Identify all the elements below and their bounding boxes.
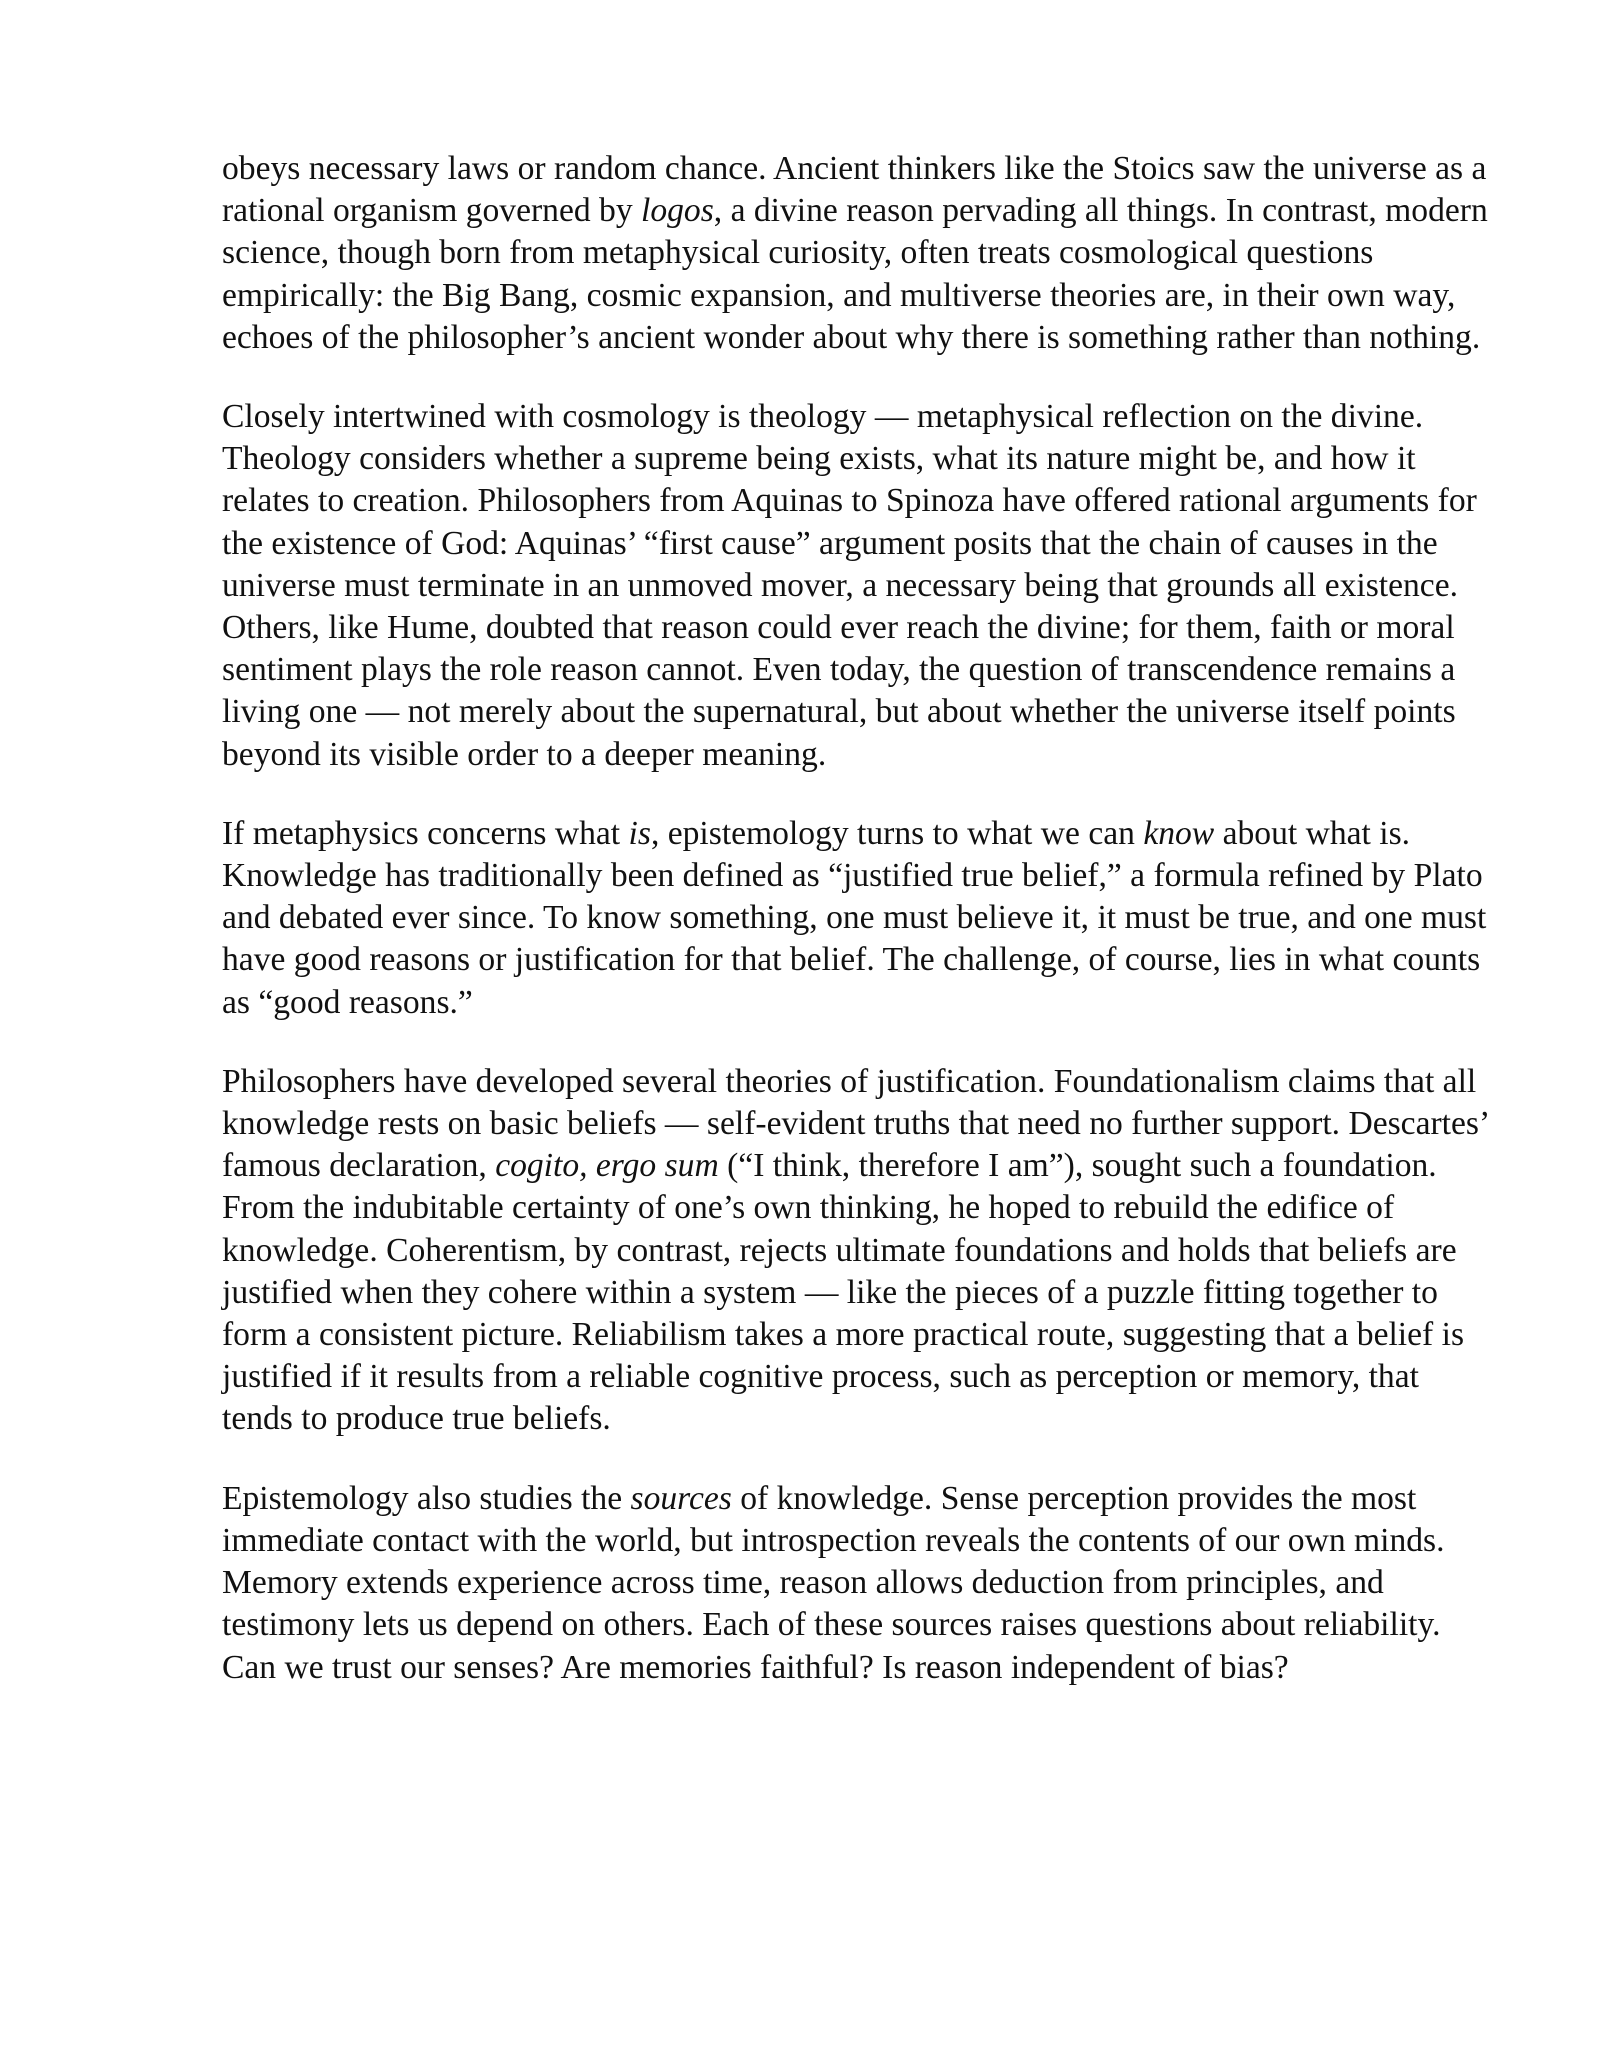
- text-run: obeys necessary laws or random chance. Ancient thinkers like the Stoics saw the universe as a rational organism governed by: [222, 150, 1487, 230]
- text-run: of knowledge. Sense perception provides the most immediate contact with the world, but introspection reveals the contents of our own minds. Memory extends experience across time, reason allows deduction from principles, and testimony lets us depend on others. Each of these sources raises questions about reliability. Can we trust our senses? Are memories faithful? Is reason independent of bias?: [222, 1479, 1445, 1686]
- text-run: Closely intertwined with cosmology is theology — metaphysical reflection on the divine. Theology considers whether a supreme being exists, what its nature might be, and how it relates to creation. Philosophers from Aquinas to Spinoza have offered rational arguments for the existence of God: Aquinas’ “first cause” argument posits that the chain of causes in the universe must terminate in an unmoved mover, a necessary being that grounds all existence. Others, like Hume, doubted that reason could ever reach the divine; for them, faith or moral sentiment plays the role reason cannot. Even today, the question of transcendence remains a living one — not merely about the supernatural, but about whether the universe itself points beyond its visible order to a deeper meaning.: [222, 398, 1477, 773]
- text-run: , epistemology turns to what we can: [650, 814, 1144, 852]
- text-run: about what is. Knowledge has traditionally been defined as “justified true belief,” a formula refined by Plato and debated ever since. To know something, one must believe it, it must be true, and one must have good reasons or justification for that belief. The challenge, of course, lies in what counts as “good reasons.”: [222, 814, 1487, 1021]
- text-run: Epistemology also studies the: [222, 1479, 631, 1517]
- text-run: , a divine reason pervading all things. In contrast, modern science, though born from metaphysical curiosity, often treats cosmological questions empirically: the Big Bang, cosmic expansion, and multiverse theories are, in their own way, echoes of the philosopher’s ancient wonder about why there is something rather than nothing.: [222, 192, 1488, 356]
- italic-term: logos: [641, 192, 714, 230]
- text-run: Philosophers have developed several theories of justification. Foundationalism claims that all knowledge rests on basic beliefs — self-evident truths that need no further support. Descartes’ famous declaration,: [222, 1062, 1488, 1185]
- italic-term: sources: [630, 1479, 732, 1517]
- paragraph-theology: [222, 396, 1490, 776]
- body-text: [222, 148, 1490, 1726]
- paragraph-sources: [222, 1478, 1490, 1689]
- paragraph-justification: [222, 1061, 1490, 1441]
- text-run: If metaphysics concerns what: [222, 814, 629, 852]
- italic-term: cogito, ergo sum: [495, 1147, 719, 1185]
- italic-term: know: [1143, 814, 1215, 852]
- paragraph-cosmology: [222, 148, 1490, 359]
- italic-term: is: [628, 814, 651, 852]
- text-run: (“I think, therefore I am”), sought such a foundation. From the indubitable certainty of one’s own thinking, he hoped to rebuild the edifice of knowledge. Coherentism, by contrast, rejects ultimate foundations and holds that beliefs are justified when they cohere within a system — like the pieces of a puzzle fitting together to form a consistent picture. Reliabilism takes a more practical route, suggesting that a belief is justified if it results from a reliable cognitive process, such as perception or memory, that tends to produce true beliefs.: [222, 1147, 1465, 1438]
- paragraph-epistemology-intro: [222, 813, 1490, 1024]
